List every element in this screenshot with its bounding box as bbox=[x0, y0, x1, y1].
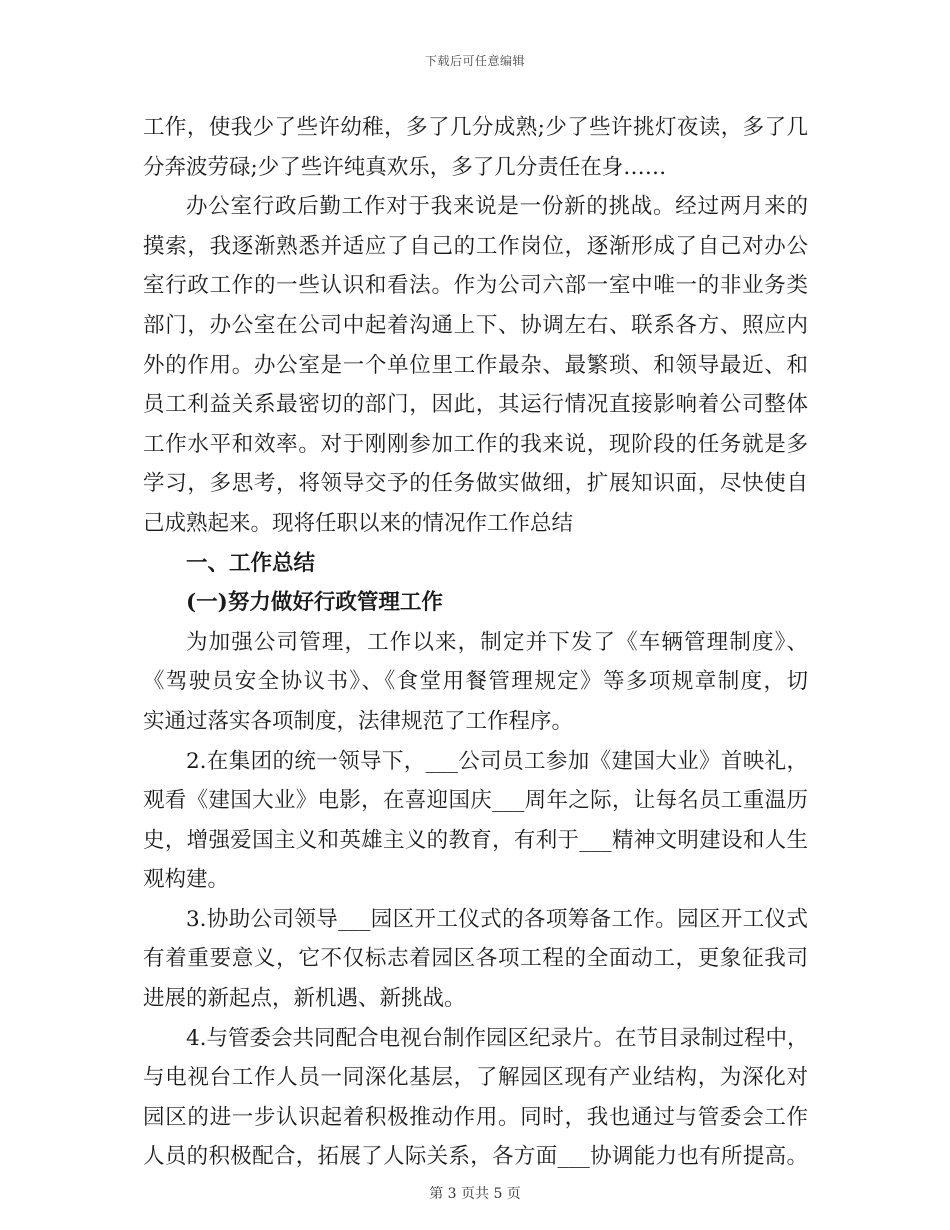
text-line: 观看《建国大业》电影，在喜迎国庆___周年之际，让每名员工重温历 bbox=[143, 788, 808, 814]
text-line: 园区的进一步认识起着积极推动作用。同时，我也通过与管委会工作 bbox=[143, 1104, 808, 1130]
text-line: 摸索，我逐渐熟悉并适应了自己的工作岗位，逐渐形成了自己对办公 bbox=[143, 233, 808, 259]
text-line: 《驾驶员安全协议书》、《食堂用餐管理规定》等多项规章制度，切 bbox=[143, 669, 808, 695]
text-line: 分奔波劳碌;少了些许纯真欢乐，多了几分责任在身…… bbox=[143, 154, 667, 180]
text-line: 学习，多思考，将领导交予的任务做实做细，扩展知识面，尽快使自 bbox=[143, 471, 808, 497]
text-line: 人员的积极配合，拓展了人际关系，各方面___协调能力也有所提高。 bbox=[143, 1144, 808, 1170]
text-line: 外的作用。办公室是一个单位里工作最杂、最繁琐、和领导最近、和 bbox=[143, 352, 808, 378]
text-line: 观构建。 bbox=[143, 867, 230, 893]
text-line: 实通过落实各项制度，法律规范了工作程序。 bbox=[143, 708, 574, 734]
text-line: 己成熟起来。现将任职以来的情况作工作总结 bbox=[143, 510, 574, 536]
text-line: 有着重要意义，它不仅标志着园区各项工程的全面动工，更象征我司 bbox=[143, 946, 808, 972]
text-line: 室行政工作的一些认识和看法。作为公司六部一室中唯一的非业务类 bbox=[143, 273, 808, 299]
text-line: 与电视台工作人员一同深化基层，了解园区现有产业结构，为深化对 bbox=[143, 1065, 808, 1091]
document-body bbox=[143, 108, 808, 1177]
text-line: 员工利益关系最密切的部门，因此，其运行情况直接影响着公司整体 bbox=[143, 392, 808, 418]
text-line: 史，增强爱国主义和英雄主义的教育，有利于___精神文明建设和人生 bbox=[143, 827, 808, 853]
section-heading: (一)努力做好行政管理工作 bbox=[186, 590, 443, 616]
text-line: 进展的新起点，新机遇、新挑战。 bbox=[143, 986, 466, 1012]
page-footer: 第 3 页共 5 页 bbox=[429, 1186, 521, 1202]
text-line: 为加强公司管理，工作以来，制定并下发了《车辆管理制度》、 bbox=[186, 629, 808, 655]
text-line: 4.与管委会共同配合电视台制作园区纪录片。在节目录制过程中， bbox=[186, 1025, 809, 1051]
text-line: 3.协助公司领导___园区开工仪式的各项筹备工作。园区开工仪式 bbox=[186, 906, 808, 932]
text-line: 工作，使我少了些许幼稚，多了几分成熟;少了些许挑灯夜读，多了几 bbox=[143, 115, 808, 140]
text-line: 工作水平和效率。对于刚刚参加工作的我来说，现阶段的任务就是多 bbox=[143, 431, 808, 457]
text-line: 部门，办公室在公司中起着沟通上下、协调左右、联系各方、照应内 bbox=[143, 312, 808, 338]
page-header: 下载后可任意编辑 bbox=[424, 54, 525, 68]
section-heading: 一、工作总结 bbox=[186, 550, 316, 576]
text-line: 2.在集团的统一领导下，___公司员工参加《建国大业》首映礼， bbox=[186, 748, 808, 774]
text-line: 办公室行政后勤工作对于我来说是一份新的挑战。经过两月来的 bbox=[186, 194, 808, 220]
